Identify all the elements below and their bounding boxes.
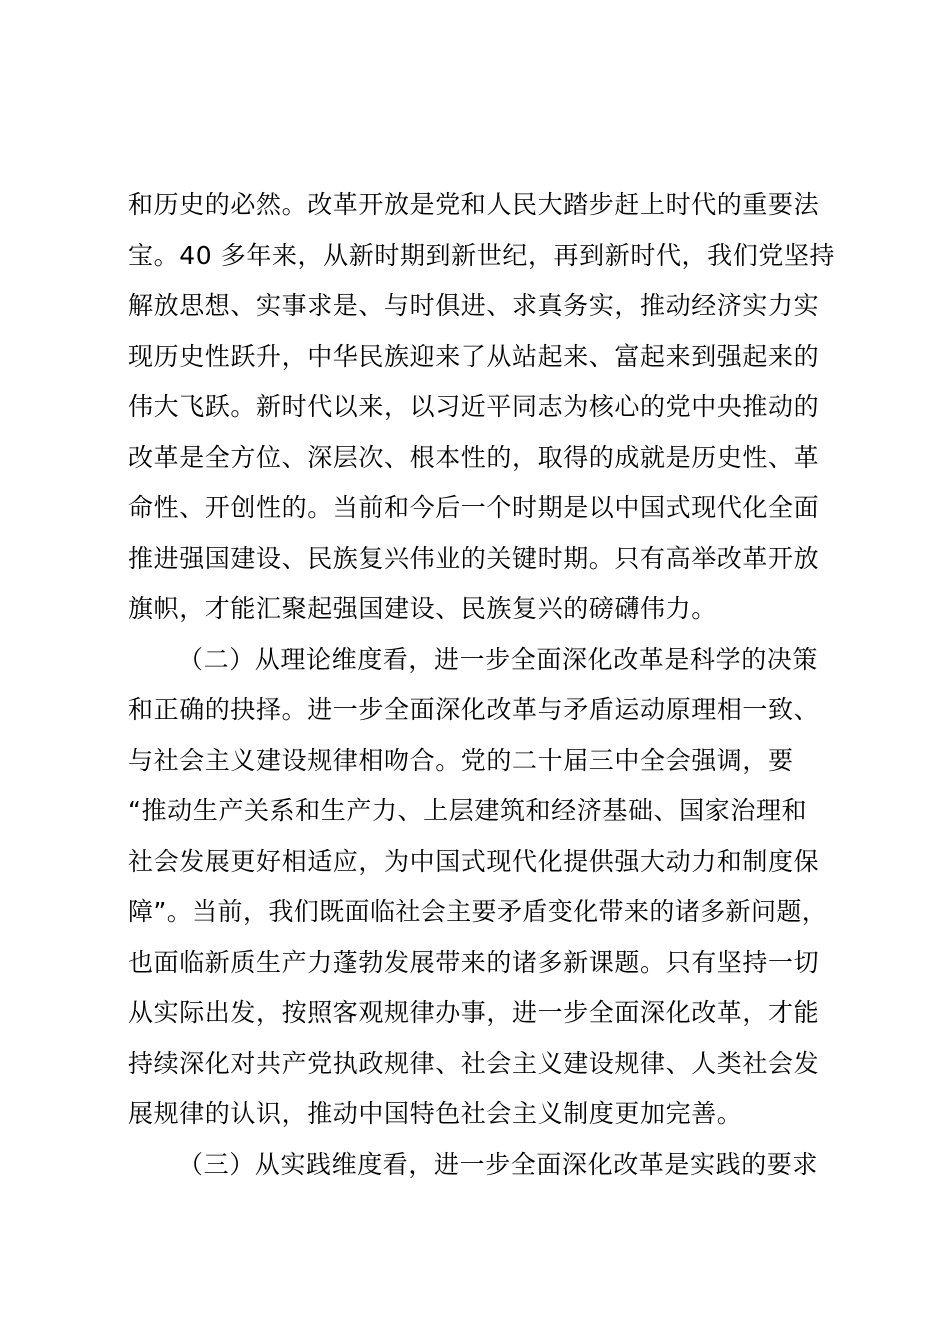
text-line: 宝。40 多年来，从新时期到新世纪，再到新时代，我们党坚持 (128, 240, 836, 270)
text-line: 也面临新质生产力蓬勃发展带来的诸多新课题。只有坚持一切 (128, 947, 820, 977)
text-line: 旗帜，才能汇聚起强国建设、民族复兴的磅礴伟力。 (128, 594, 717, 623)
text-line: 障”。当前，我们既面临社会主要矛盾变化带来的诸多新问题， (128, 897, 828, 926)
text-line: 改革是全方位、深层次、根本性的，取得的成就是历史性、革 (128, 442, 820, 472)
text-line: 命性、开创性的。当前和今后一个时期是以中国式现代化全面 (128, 493, 820, 522)
text-line: 推进强国建设、民族复兴伟业的关键时期。只有高举改革开放 (128, 543, 820, 573)
text-line: 伟大飞跃。新时代以来，以习近平同志为核心的党中央推动的 (128, 392, 820, 421)
section-heading-2: （二）从理论维度看，进一步全面深化改革是科学的决策 (178, 644, 819, 674)
body-text (128, 180, 840, 1190)
text-line: 与社会主义建设规律相吻合。党的二十届三中全会强调，要 (128, 745, 794, 775)
text-line: 和历史的必然。改革开放是党和人民大踏步赶上时代的重要法 (128, 190, 820, 219)
text-line: 持续深化对共产党执政规律、社会主义建设规律、人类社会发 (128, 1048, 820, 1078)
text-line: 从实际出发，按照客观规律办事，进一步全面深化改革，才能 (128, 998, 820, 1027)
text-line: 社会发展更好相适应，为中国式现代化提供强大动力和制度保 (128, 846, 820, 876)
section-heading-3: （三）从实践维度看，进一步全面深化改革是实践的要求 (178, 1149, 819, 1179)
text-line: 现历史性跃升，中华民族迎来了从站起来、富起来到强起来的 (128, 341, 820, 371)
text-line: 解放思想、实事求是、与时俱进、求真务实，推动经济实力实 (128, 291, 820, 320)
text-line: 和正确的抉择。进一步全面深化改革与矛盾运动原理相一致、 (128, 695, 820, 724)
text-line: 展规律的认识，推动中国特色社会主义制度更加完善。 (128, 1099, 743, 1128)
text-line: “推动生产关系和生产力、上层建筑和经济基础、国家治理和 (128, 796, 808, 825)
